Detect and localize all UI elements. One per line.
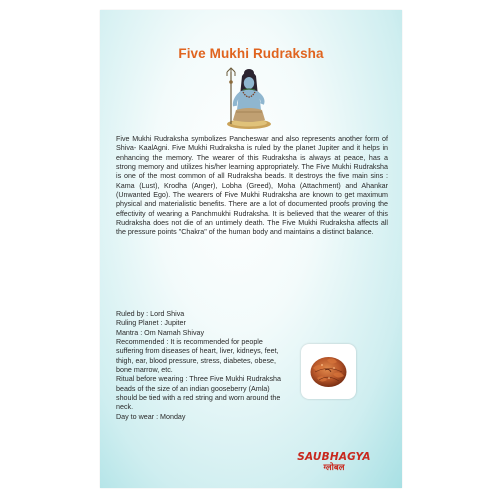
- mantra-text: Mantra : Om Namah Shivay: [116, 328, 205, 337]
- brand-logo: [292, 451, 376, 473]
- page-title: Five Mukhi Rudraksha: [178, 46, 324, 61]
- day-to-wear-text: Day to wear : Monday: [116, 412, 186, 421]
- ruling-planet-text: Ruling Planet : Jupiter: [116, 319, 186, 328]
- brand-name-english: SAUBHAGYA: [297, 451, 371, 463]
- recommended-text: Recommended : It is recommended for people suffering from diseases of heart, liver, kidneys, feet, thigh, ear, blood pressure, stress, diabetes, obese, bone marrow, etc.: [116, 338, 279, 375]
- lord-shiva-icon: [221, 66, 277, 130]
- ritual-text: Ritual before wearing : Three Five Mukhi Rudraksha beads of the size of an indian gooseberry (Amla) should be tied with a red string and worn around the neck.: [116, 375, 281, 412]
- description-text: Five Mukhi Rudraksha symbolizes Pancheswar and also represents another form of Shiva- KaalAgni. Five Mukhi Rudraksha is ruled by the planet Jupiter and it helps in enhancing the memory. The wearer of this Rudraksha is always at peace, has a strong memory and utilizes his/her learning appropriately. The Five Mukhi Rudraksha is one of the most common of all Rudraksha beads. It destroys the five main sins : Kama (Lust), Krodha (Anger), Lobha (Greed), Moha (Attachment) and Ahankar (Unwanted Ego). The wearers of Five Mukhi Rudraksha are known to get maximum physical and materialistic benefits. There are a lot of documented proofs proving the effectivity of wearing a Panchmukhi Rudraksha. It is believed that the wearer of this Rudraksha does not die of an untimely death. The Five Mukhi Rudraksha affects all the pressure points "Chakra" of the human body and maintains a distinct balance.: [116, 135, 388, 237]
- rudraksha-bead-icon: [307, 350, 350, 393]
- ruled-by-text: Ruled by : Lord Shiva: [116, 310, 185, 318]
- brand-name-hindi: ग्लोबल: [323, 463, 345, 473]
- details-list: [116, 310, 286, 422]
- product-card: [100, 10, 402, 488]
- bead-image-frame: [301, 344, 356, 399]
